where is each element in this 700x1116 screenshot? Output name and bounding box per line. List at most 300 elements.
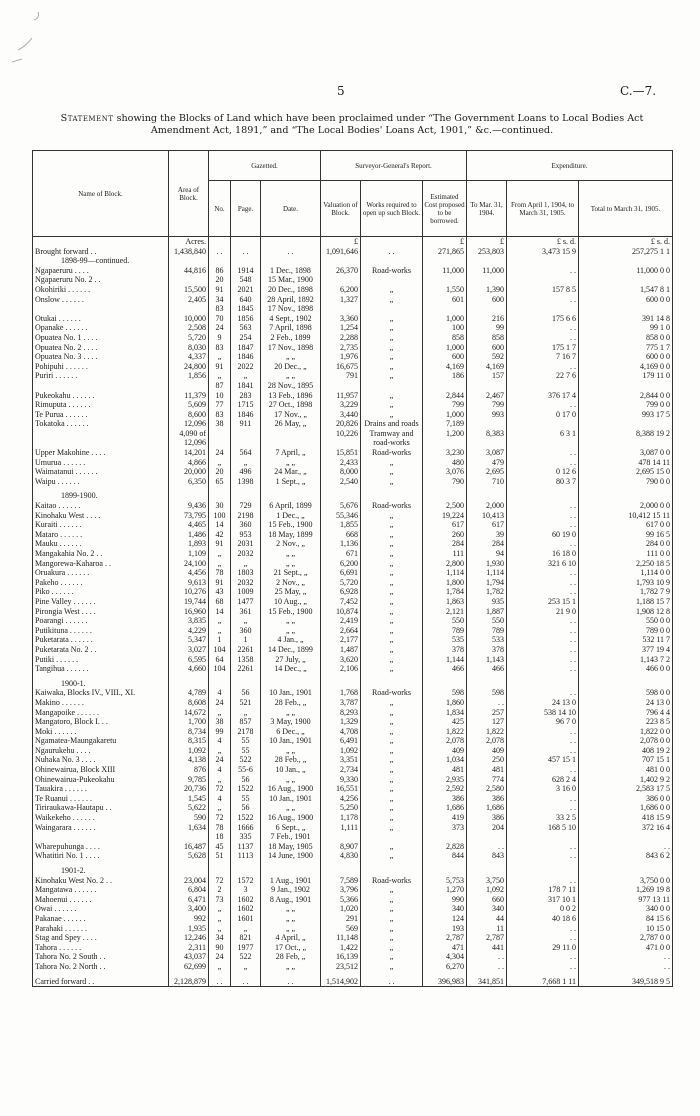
works-cell: „ <box>361 736 423 746</box>
from-1904-cell: 628 2 4 <box>507 775 579 785</box>
area-cell: 15,500 <box>169 285 209 295</box>
valuation-cell: 6,491 <box>321 736 361 746</box>
works-cell: Road-works <box>361 876 423 886</box>
valuation-cell: 2,433 <box>321 458 361 468</box>
to-1904-cell: 600 <box>467 343 507 353</box>
from-1904-cell: £ s. d. <box>507 237 579 247</box>
works-cell: Drains and roads <box>361 419 423 429</box>
area-cell: 1,856 <box>169 371 209 381</box>
from-1904-cell: 0 12 6 <box>507 467 579 477</box>
page-cell: 857 <box>231 717 261 727</box>
date-cell: 25 May, „ <box>261 587 321 597</box>
area-cell: 20,000 <box>169 467 209 477</box>
from-1904-cell: 157 8 5 <box>507 285 579 295</box>
area-cell: Acres. <box>169 237 209 247</box>
total-cell <box>579 438 673 448</box>
area-cell: 14,201 <box>169 448 209 458</box>
empty-cell <box>423 491 467 501</box>
total-cell <box>579 419 673 429</box>
name-cell: Okohiriki . . . . . . <box>33 285 169 295</box>
area-cell: 12,096 <box>169 419 209 429</box>
valuation-cell: 4,708 <box>321 727 361 737</box>
to-1904-cell: 2,467 <box>467 391 507 401</box>
name-cell <box>33 438 169 448</box>
to-1904-cell: 11,000 <box>467 266 507 276</box>
to-1904-cell: 284 <box>467 539 507 549</box>
name-cell: Waimatanui . . . . . . <box>33 467 169 477</box>
total-cell: 2,844 0 0 <box>579 391 673 401</box>
to-1904-cell: 479 <box>467 458 507 468</box>
name-cell: Tauakira . . . . . . <box>33 784 169 794</box>
empty-cell <box>231 256 261 266</box>
from-1904-cell: 60 19 0 <box>507 530 579 540</box>
estimated-cell: 2,500 <box>423 501 467 511</box>
valuation-cell: 1,329 <box>321 717 361 727</box>
total-cell: 789 0 0 <box>579 626 673 636</box>
total-cell: 1,793 10 9 <box>579 578 673 588</box>
caption-text: showing the Blocks of Land which have been proclaimed under “The Government Loans to Local Bodies Act Amendment Act, 1891,” and “The Local Bodies' Loans Act, 1901,” &c.—continued. <box>116 113 644 136</box>
area-cell: 1,634 <box>169 823 209 833</box>
estimated-cell: 11,000 <box>423 266 467 276</box>
name-cell: Rimuputa . . . . . . <box>33 400 169 410</box>
table-row <box>33 655 673 665</box>
page-cell: 1601 <box>231 914 261 924</box>
date-cell: 13 Feb., 1896 <box>261 391 321 401</box>
table-row <box>33 952 673 962</box>
table-row <box>33 823 673 833</box>
total-cell: 2,078 0 0 <box>579 736 673 746</box>
total-cell: 481 0 0 <box>579 765 673 775</box>
page-cell: 1977 <box>231 943 261 953</box>
total-cell: 617 0 0 <box>579 520 673 530</box>
col-total-header: Total to March 31, 1905. <box>579 181 673 237</box>
total-cell: 408 19 2 <box>579 746 673 756</box>
date-cell: 1 Dec., „ <box>261 511 321 521</box>
no-cell: 34 <box>209 295 231 305</box>
valuation-cell: 5,250 <box>321 803 361 813</box>
name-cell <box>33 832 169 842</box>
to-1904-cell: 1,822 <box>467 727 507 737</box>
date-cell: 1 Sept., „ <box>261 477 321 487</box>
valuation-cell: 6,200 <box>321 285 361 295</box>
to-1904-cell: 1,887 <box>467 607 507 617</box>
col-works-header: Works required to open up such Block. <box>361 181 423 237</box>
date-cell: 15 Feb., 1900 <box>261 520 321 530</box>
date-cell: 28 Feb., „ <box>261 698 321 708</box>
estimated-cell: 284 <box>423 539 467 549</box>
date-cell: 10 Jan., 1901 <box>261 688 321 698</box>
works-cell <box>361 304 423 314</box>
table-row <box>33 645 673 655</box>
works-cell: „ <box>361 664 423 674</box>
from-1904-cell: . . <box>507 803 579 813</box>
table-row <box>33 362 673 372</box>
works-cell: „ <box>361 933 423 943</box>
valuation-cell: 1,091,646 <box>321 247 361 257</box>
date-cell: „ „ <box>261 746 321 756</box>
empty-cell <box>507 866 579 876</box>
works-cell: Road-works <box>361 501 423 511</box>
no-cell: 1 <box>209 635 231 645</box>
name-cell: Putikituna . . . . . . <box>33 626 169 636</box>
date-cell: „ „ <box>261 924 321 934</box>
area-cell: 12,096 <box>169 438 209 448</box>
empty-cell <box>467 679 507 689</box>
works-cell: „ <box>361 616 423 626</box>
date-cell: . . <box>261 247 321 257</box>
works-cell: „ <box>361 530 423 540</box>
page-cell: 55 <box>231 794 261 804</box>
empty-cell <box>321 256 361 266</box>
empty-cell <box>579 866 673 876</box>
no-cell: 73 <box>209 895 231 905</box>
from-1904-cell: . . <box>507 362 579 372</box>
from-1904-cell <box>507 304 579 314</box>
to-1904-cell <box>467 304 507 314</box>
estimated-cell: 858 <box>423 333 467 343</box>
works-cell: „ <box>361 559 423 569</box>
total-cell: 1,402 9 2 <box>579 775 673 785</box>
name-cell: Pine Valley . . . . . . <box>33 597 169 607</box>
page-cell: 821 <box>231 933 261 943</box>
no-cell: . . <box>209 247 231 257</box>
from-1904-cell: . . <box>507 962 579 972</box>
total-cell: 471 0 0 <box>579 943 673 953</box>
date-cell: „ „ <box>261 914 321 924</box>
empty-cell <box>423 679 467 689</box>
date-cell: 20 Dec., 1898 <box>261 285 321 295</box>
area-cell: 8,608 <box>169 698 209 708</box>
total-cell: 598 0 0 <box>579 688 673 698</box>
no-cell: 91 <box>209 362 231 372</box>
estimated-cell: 1,114 <box>423 568 467 578</box>
total-cell: 600 0 0 <box>579 352 673 362</box>
total-cell: 2,787 0 0 <box>579 933 673 943</box>
total-cell: 257,275 1 1 <box>579 247 673 257</box>
date-cell: 6 Sept., „ <box>261 823 321 833</box>
to-1904-cell: 935 <box>467 597 507 607</box>
total-cell: 1,114 0 0 <box>579 568 673 578</box>
to-1904-cell: 4,169 <box>467 362 507 372</box>
estimated-cell: 481 <box>423 765 467 775</box>
to-1904-cell: 409 <box>467 746 507 756</box>
name-cell: Brought forward . . <box>33 247 169 257</box>
section-heading: 1899-1900. <box>33 491 169 501</box>
valuation-cell: 2,734 <box>321 765 361 775</box>
date-cell: 7 April, 1898 <box>261 323 321 333</box>
total-cell: 3,087 0 0 <box>579 448 673 458</box>
empty-cell <box>169 866 209 876</box>
valuation-cell: 1,855 <box>321 520 361 530</box>
total-cell: 977 13 11 <box>579 895 673 905</box>
works-cell: „ <box>361 391 423 401</box>
empty-cell <box>361 866 423 876</box>
no-cell: 77 <box>209 400 231 410</box>
empty-cell <box>169 491 209 501</box>
estimated-cell: 19,224 <box>423 511 467 521</box>
estimated-cell: 193 <box>423 924 467 934</box>
table-row <box>33 876 673 886</box>
to-1904-cell: 550 <box>467 616 507 626</box>
from-1904-cell: 3,473 15 9 <box>507 247 579 257</box>
area-cell: 3,835 <box>169 616 209 626</box>
table-row <box>33 539 673 549</box>
no-cell: 45 <box>209 842 231 852</box>
valuation-cell: 4,256 <box>321 794 361 804</box>
empty-cell <box>361 679 423 689</box>
from-1904-cell: . . <box>507 664 579 674</box>
no-cell: 4 <box>209 688 231 698</box>
works-cell <box>361 275 423 285</box>
page-cell: 1477 <box>231 597 261 607</box>
to-1904-cell: . . <box>467 952 507 962</box>
area-cell: 2,405 <box>169 295 209 305</box>
name-cell: Pohipuhi . . . . . . <box>33 362 169 372</box>
total-cell: 377 19 4 <box>579 645 673 655</box>
date-cell: „ „ <box>261 626 321 636</box>
area-cell: 6,350 <box>169 477 209 487</box>
estimated-cell: 844 <box>423 851 467 861</box>
valuation-cell: 9,330 <box>321 775 361 785</box>
to-1904-cell: £ <box>467 237 507 247</box>
page-cell: 2261 <box>231 645 261 655</box>
date-cell: „ „ <box>261 904 321 914</box>
date-cell: 16 Aug., 1900 <box>261 813 321 823</box>
from-1904-cell: 7,668 1 11 <box>507 977 579 987</box>
no-cell: 91 <box>209 285 231 295</box>
date-cell: 1 Dec., 1898 <box>261 266 321 276</box>
page-cell: 729 <box>231 501 261 511</box>
from-1904-cell: . . <box>507 333 579 343</box>
works-cell: „ <box>361 914 423 924</box>
name-cell: Opanake . . . . . . <box>33 323 169 333</box>
area-cell: 23,004 <box>169 876 209 886</box>
to-1904-cell <box>467 438 507 448</box>
valuation-cell: 1,422 <box>321 943 361 953</box>
page-cell: „ <box>231 962 261 972</box>
name-cell: Umurua . . . . . . <box>33 458 169 468</box>
no-cell: 86 <box>209 266 231 276</box>
page-cell: 360 <box>231 626 261 636</box>
no-cell: 24 <box>209 952 231 962</box>
from-1904-cell: 40 18 6 <box>507 914 579 924</box>
valuation-cell: 20,826 <box>321 419 361 429</box>
page-cell <box>231 438 261 448</box>
works-cell: „ <box>361 626 423 636</box>
col-no-header: No. <box>209 181 231 237</box>
name-cell: Ngamatea-Maungakaretu <box>33 736 169 746</box>
no-cell: 100 <box>209 511 231 521</box>
estimated-cell: 990 <box>423 895 467 905</box>
date-cell: 17 Nov., 1898 <box>261 304 321 314</box>
area-cell: 4,337 <box>169 352 209 362</box>
works-cell: „ <box>361 765 423 775</box>
total-cell: 796 4 4 <box>579 708 673 718</box>
to-1904-cell: 99 <box>467 323 507 333</box>
table-row <box>33 765 673 775</box>
total-cell: 4,169 0 0 <box>579 362 673 372</box>
table-row <box>33 813 673 823</box>
estimated-cell: 6,270 <box>423 962 467 972</box>
no-cell: 72 <box>209 813 231 823</box>
no-cell: „ <box>209 616 231 626</box>
no-cell: 4 <box>209 794 231 804</box>
estimated-cell: 1,000 <box>423 343 467 353</box>
works-cell: Road-works <box>361 688 423 698</box>
valuation-cell: 4,830 <box>321 851 361 861</box>
from-1904-cell: . . <box>507 458 579 468</box>
to-1904-cell <box>467 419 507 429</box>
no-cell: „ <box>209 559 231 569</box>
empty-cell <box>169 256 209 266</box>
estimated-cell: 601 <box>423 295 467 305</box>
from-1904-cell: . . <box>507 266 579 276</box>
total-cell: 11,000 0 0 <box>579 266 673 276</box>
no-cell: 70 <box>209 314 231 324</box>
estimated-cell: 409 <box>423 746 467 756</box>
area-cell: 1,438,840 <box>169 247 209 257</box>
from-1904-cell: 29 11 0 <box>507 943 579 953</box>
area-cell: 19,744 <box>169 597 209 607</box>
date-cell: 28 Feb, „ <box>261 952 321 962</box>
no-cell: 24 <box>209 698 231 708</box>
from-1904-cell: . . <box>507 851 579 861</box>
table-row <box>33 381 673 391</box>
works-cell: „ <box>361 645 423 655</box>
units-row <box>33 237 673 247</box>
no-cell: 14 <box>209 520 231 530</box>
works-cell: „ <box>361 823 423 833</box>
works-cell: „ <box>361 410 423 420</box>
date-cell: 14 June, 1900 <box>261 851 321 861</box>
estimated-cell: 617 <box>423 520 467 530</box>
table-row <box>33 842 673 852</box>
date-cell: 15 Mar., 1900 <box>261 275 321 285</box>
total-cell: 707 15 1 <box>579 755 673 765</box>
name-cell: Puriri . . . . . . <box>33 371 169 381</box>
works-cell: „ <box>361 333 423 343</box>
total-cell: . . <box>579 952 673 962</box>
no-cell: 91 <box>209 578 231 588</box>
name-cell: Ngaurukehu . . . . <box>33 746 169 756</box>
works-cell: „ <box>361 885 423 895</box>
area-cell: 5,628 <box>169 851 209 861</box>
total-cell <box>579 275 673 285</box>
total-cell: 10 15 0 <box>579 924 673 934</box>
valuation-cell: 569 <box>321 924 361 934</box>
date-cell: 18 May, 1905 <box>261 842 321 852</box>
empty-cell <box>467 491 507 501</box>
section-heading-row <box>33 491 673 501</box>
to-1904-cell: 39 <box>467 530 507 540</box>
table-row <box>33 607 673 617</box>
works-cell: „ <box>361 371 423 381</box>
date-cell: „ „ <box>261 775 321 785</box>
valuation-cell: 3,787 <box>321 698 361 708</box>
works-cell: „ <box>361 962 423 972</box>
no-cell: 104 <box>209 645 231 655</box>
date-cell: 4 Sept., 1902 <box>261 314 321 324</box>
from-1904-cell: 0 0 2 <box>507 904 579 914</box>
to-1904-cell: 11 <box>467 924 507 934</box>
table-row <box>33 467 673 477</box>
works-cell: „ <box>361 511 423 521</box>
no-cell: 64 <box>209 655 231 665</box>
empty-cell <box>321 491 361 501</box>
surveyor-header: Surveyor-General's Report. <box>321 151 467 181</box>
no-cell: 43 <box>209 587 231 597</box>
valuation-cell: 16,675 <box>321 362 361 372</box>
to-1904-cell: 3,087 <box>467 448 507 458</box>
from-1904-cell: . . <box>507 520 579 530</box>
estimated-cell <box>423 832 467 842</box>
to-1904-cell: 378 <box>467 645 507 655</box>
page-cell: 361 <box>231 607 261 617</box>
to-1904-cell: 2,000 <box>467 501 507 511</box>
works-cell: „ <box>361 343 423 353</box>
area-cell: 4,465 <box>169 520 209 530</box>
no-cell: 20 <box>209 275 231 285</box>
to-1904-cell: 600 <box>467 295 507 305</box>
total-cell: 349,518 9 5 <box>579 977 673 987</box>
works-cell: „ <box>361 467 423 477</box>
to-1904-cell: 533 <box>467 635 507 645</box>
from-1904-cell: . . <box>507 539 579 549</box>
valuation-cell <box>321 275 361 285</box>
page-cell: 522 <box>231 952 261 962</box>
works-cell: „ <box>361 539 423 549</box>
works-cell: „ <box>361 323 423 333</box>
valuation-cell: 7,452 <box>321 597 361 607</box>
area-cell <box>169 304 209 314</box>
valuation-cell: 16,551 <box>321 784 361 794</box>
valuation-cell: 3,229 <box>321 400 361 410</box>
area-cell: 4,138 <box>169 755 209 765</box>
name-cell: Wharepuhunga . . . . <box>33 842 169 852</box>
from-1904-cell: 96 7 0 <box>507 717 579 727</box>
area-cell: 4,090 of <box>169 429 209 439</box>
page-cell: 1666 <box>231 823 261 833</box>
table-row <box>33 616 673 626</box>
area-cell: 1,109 <box>169 549 209 559</box>
name-cell: Pirongia West . . . . <box>33 607 169 617</box>
name-cell: Mangorewa-Kaharoa . . <box>33 559 169 569</box>
table-row <box>33 247 673 257</box>
page-cell: 1113 <box>231 851 261 861</box>
estimated-cell: 1,034 <box>423 755 467 765</box>
total-cell: 1,269 19 8 <box>579 885 673 895</box>
empty-cell <box>467 256 507 266</box>
from-1904-cell <box>507 438 579 448</box>
valuation-cell: 671 <box>321 549 361 559</box>
to-1904-cell: 2,695 <box>467 467 507 477</box>
to-1904-cell: 216 <box>467 314 507 324</box>
page-cell <box>231 429 261 439</box>
date-cell: 6 April, 1899 <box>261 501 321 511</box>
from-1904-cell: . . <box>507 587 579 597</box>
valuation-cell: 2,419 <box>321 616 361 626</box>
estimated-cell: 1,800 <box>423 578 467 588</box>
no-cell: 91 <box>209 539 231 549</box>
section-heading: 1901-2. <box>33 866 169 876</box>
estimated-cell: 111 <box>423 549 467 559</box>
estimated-cell <box>423 304 467 314</box>
valuation-cell: 3,360 <box>321 314 361 324</box>
total-cell: 993 17 5 <box>579 410 673 420</box>
table-row <box>33 727 673 737</box>
date-cell: 4 Jan., „ <box>261 635 321 645</box>
valuation-cell: 15,851 <box>321 448 361 458</box>
